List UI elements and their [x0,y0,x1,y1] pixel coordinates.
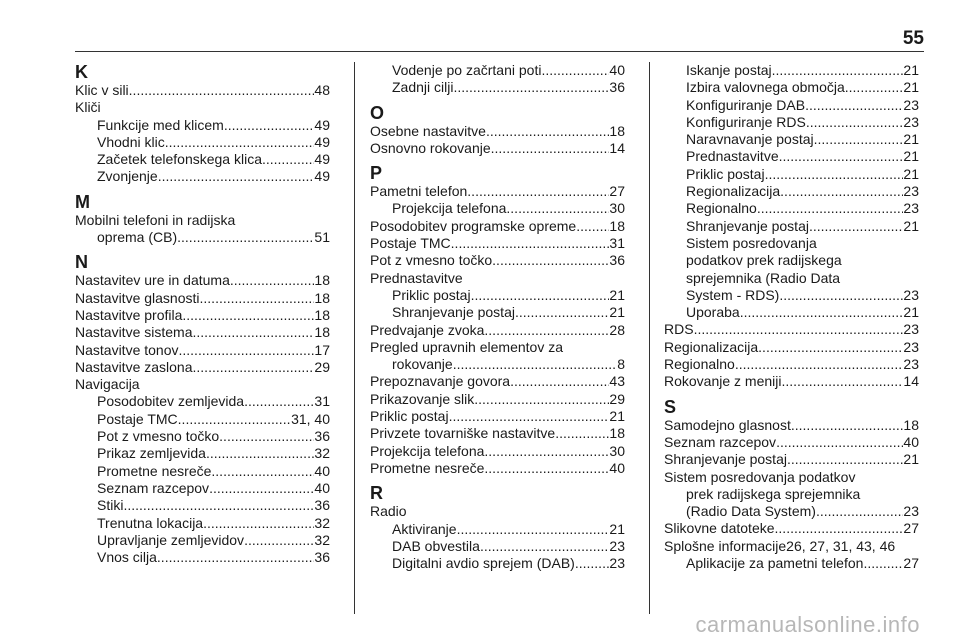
index-letter-k: K [75,62,88,82]
index-subentry: Digitalni avdio sprejem (DAB) ..... 23 [370,555,625,572]
index-letter-n: N [75,252,88,273]
index-subentry: Priklic postaj ..... 21 [664,166,919,183]
column-separator [354,62,355,614]
index-subentry: Konfiguriranje RDS ..... 23 [664,114,919,131]
index-subentry: Pot z vmesno točko ..... 36 [75,428,330,445]
index-entry: Posodobitev programske opreme ..... 18 [370,218,625,235]
index-entry: Prepoznavanje govora ..... 43 [370,373,625,390]
index-subheading: sprejemnika (Radio Data [686,269,841,286]
index-subentry: Vhodni klic ..... 49 [75,134,330,151]
index-subentry: System - RDS) ..... 23 [664,287,919,304]
index-subentry: Prednastavitve ..... 21 [664,148,919,165]
index-subentry: Trenutna lokacija ..... 32 [75,515,330,532]
index-subentry: Upravljanje zemljevidov ..... 32 [75,532,330,549]
index-heading: Mobilni telefoni in radijska [75,211,236,228]
column-separator [649,62,650,614]
index-subentry: oprema (CB) ..... 51 [75,229,330,246]
index-subentry: Stiki ..... 36 [75,497,330,514]
index-subentry: (Radio Data System) ..... 23 [664,503,919,520]
index-column-3 [664,62,919,572]
index-subentry: Posodobitev zemljevida ..... 31 [75,393,330,410]
index-entry: Klic v sili ..... 48 [75,82,330,99]
index-letter-p: P [370,163,383,184]
index-subentry: Priklic postaj ..... 21 [370,287,625,304]
index-subentry: Vnos cilja ..... 36 [75,549,330,566]
index-entry: Projekcija telefona ..... 30 [370,443,625,460]
index-entry: Predvajanje zvoka ..... 28 [370,322,625,339]
index-entry: Regionalizacija ..... 23 [664,339,919,356]
index-entry: Nastavitve glasnosti ..... 18 [75,290,330,307]
index-heading: Kliči [75,99,101,116]
index-entry: Rokovanje z meniji ..... 14 [664,373,919,390]
index-entry: Nastavitev ure in datuma ..... 18 [75,272,330,289]
index-entry: Postaje TMC ..... 31 [370,235,625,252]
index-heading: Pregled upravnih elementov za [370,338,564,355]
index-subentry: Konfiguriranje DAB ..... 23 [664,97,919,114]
index-entry: Pot z vmesno točko ..... 36 [370,252,625,269]
index-subentry: Zadnji cilji ..... 36 [370,79,625,96]
index-subentry: Izbira valovnega območja ..... 21 [664,79,919,96]
index-subentry: Postaje TMC ..... 31, 40 [75,411,330,428]
index-subentry: Aktiviranje ..... 21 [370,521,625,538]
index-column-1 [75,62,330,566]
index-letter-s: S [664,396,677,417]
index-entry: Nastavitve sistema ..... 18 [75,324,330,341]
index-subentry: Iskanje postaj ..... 21 [664,62,919,79]
index-entry: Regionalno ..... 23 [664,356,919,373]
index-subentry: Shranjevanje postaj ..... 21 [370,304,625,321]
index-heading: Navigacija [75,376,140,393]
index-entry: Prikazovanje slik ..... 29 [370,391,625,408]
index-entry: Priklic postaj ..... 21 [370,408,625,425]
index-subentry: Prometne nesreče ..... 40 [75,463,330,480]
index-letter-m: M [75,191,90,212]
index-subentry: Aplikacije za pametni telefon ..... 27 [664,555,919,572]
index-subentry: Vodenje po začrtani poti ..... 40 [370,62,625,79]
index-subentry: Prikaz zemljevida ..... 32 [75,445,330,462]
index-subentry: Začetek telefonskega klica ..... 49 [75,151,330,168]
index-entry: Osebne nastavitve ..... 18 [370,123,625,140]
index-subentry: DAB obvestila ..... 23 [370,538,625,555]
index-entry: Samodejno glasnost ..... 18 [664,417,919,434]
index-entry: Slikovne datoteke ..... 27 [664,520,919,537]
index-entry: Nastavitve tonov ..... 17 [75,342,330,359]
index-heading: Sistem posredovanja podatkov [664,468,856,485]
index-entry: Splošne informacije 26, 27, 31, 43, 46 [664,537,896,554]
index-entry: Seznam razcepov ..... 40 [664,434,919,451]
index-subentry: Seznam razcepov ..... 40 [75,480,330,497]
index-subentry: Naravnavanje postaj ..... 21 [664,131,919,148]
index-subentry: rokovanje ..... 8 [370,356,625,373]
index-entry: RDS ..... 23 [664,321,919,338]
index-heading: Prednastavitve [370,269,463,286]
index-entry: Pametni telefon ..... 27 [370,183,625,200]
index-subentry: Zvonjenje ..... 49 [75,168,330,185]
index-heading: Radio [370,503,407,520]
index-column-2 [370,62,625,572]
index-entry: Nastavitve zaslona ..... 29 [75,359,330,376]
header-rule [75,51,924,52]
index-letter-o: O [370,102,385,123]
index-subheading: prek radijskega sprejemnika [686,485,861,502]
index-entry: Privzete tovarniške nastavitve ..... 18 [370,425,625,442]
index-subheading: podatkov prek radijskega [686,252,842,269]
index-entry: Shranjevanje postaj ..... 21 [664,451,919,468]
index-subentry: Shranjevanje postaj ..... 21 [664,218,919,235]
page-number: 55 [902,28,924,49]
index-subentry: Regionalno ..... 23 [664,200,919,217]
index-subentry: Funkcije med klicem ..... 49 [75,117,330,134]
index-entry: Prometne nesreče ..... 40 [370,460,625,477]
watermark: carmanualsonline.info [695,612,920,637]
index-entry: Osnovno rokovanje ..... 14 [370,140,625,157]
index-letter-r: R [370,483,383,504]
index-subentry: Regionalizacija ..... 23 [664,183,919,200]
index-subheading: Sistem posredovanja [686,234,817,251]
index-entry: Nastavitve profila ..... 18 [75,307,330,324]
index-subentry: Uporaba ..... 21 [664,304,919,321]
index-subentry: Projekcija telefona ..... 30 [370,200,625,217]
